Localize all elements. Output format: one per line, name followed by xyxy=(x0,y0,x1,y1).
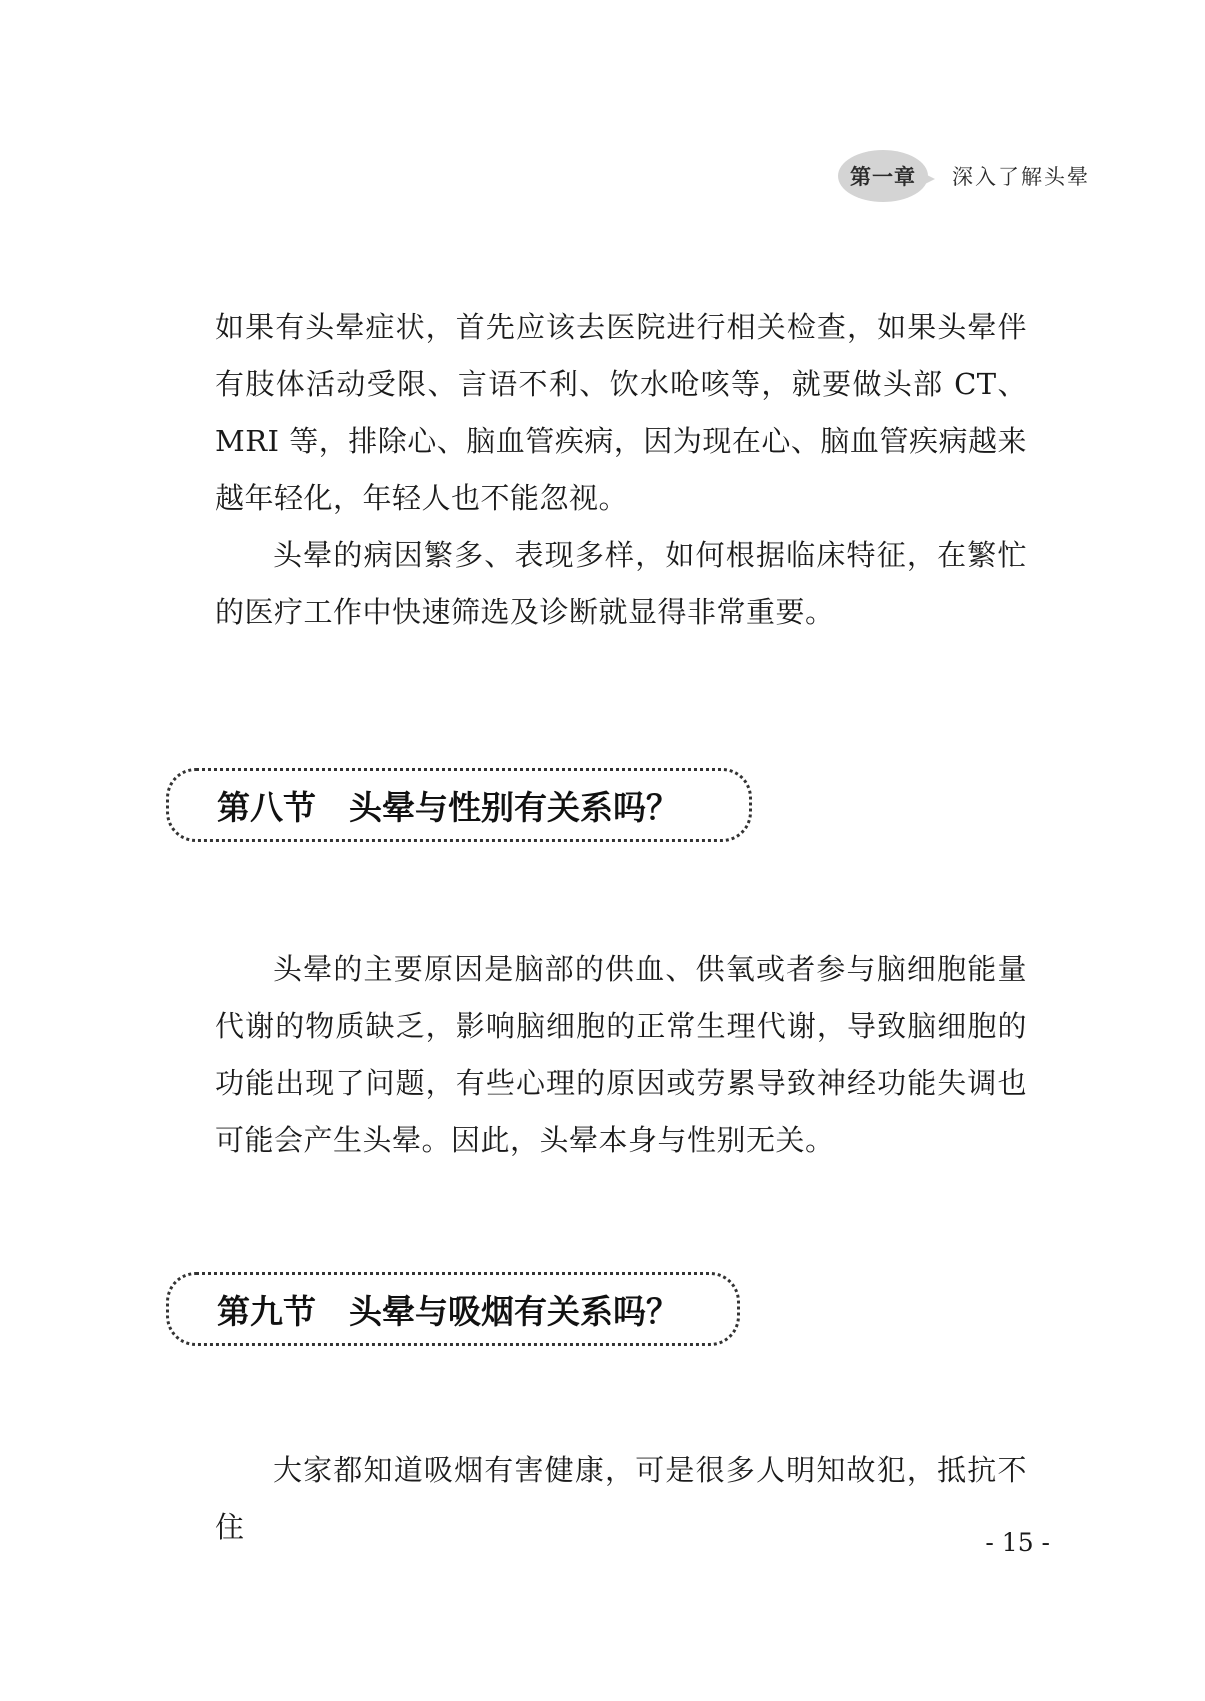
body-paragraph: 大家都知道吸烟有害健康，可是很多人明知故犯，抵抗不住 xyxy=(215,1453,1027,1544)
body-paragraph: 如果有头晕症状，首先应该去医院进行相关检查，如果头晕伴有肢体活动受限、言语不利、饮水呛咳等，就要做头部 CT、MRI 等，排除心、脑血管疾病，因为现在心、脑血管疾病越来越年轻化，年轻人也不能忽视。 xyxy=(215,310,1027,515)
chapter-title: 深入了解头晕 xyxy=(952,165,1090,189)
page-number: - 15 - xyxy=(985,1528,1050,1557)
running-header xyxy=(838,146,1090,206)
body-paragraph: 头晕的病因繁多、表现多样，如何根据临床特征，在繁忙的医疗工作中快速筛选及诊断就显得非常重要。 xyxy=(215,538,1027,629)
section-heading: 第九节 头晕与吸烟有关系吗？ xyxy=(217,1291,679,1331)
chapter-label: 第一章 xyxy=(850,165,916,189)
chapter-label-bubble xyxy=(838,150,928,202)
section-heading: 第八节 头晕与性别有关系吗？ xyxy=(217,787,679,827)
section-heading-box xyxy=(166,1272,740,1346)
section-heading-box xyxy=(166,768,752,842)
body-paragraph: 头晕的主要原因是脑部的供血、供氧或者参与脑细胞能量代谢的物质缺乏，影响脑细胞的正常生理代谢，导致脑细胞的功能出现了问题，有些心理的原因或劳累导致神经功能失调也可能会产生头晕。因此，头晕本身与性别无关。 xyxy=(215,952,1027,1157)
